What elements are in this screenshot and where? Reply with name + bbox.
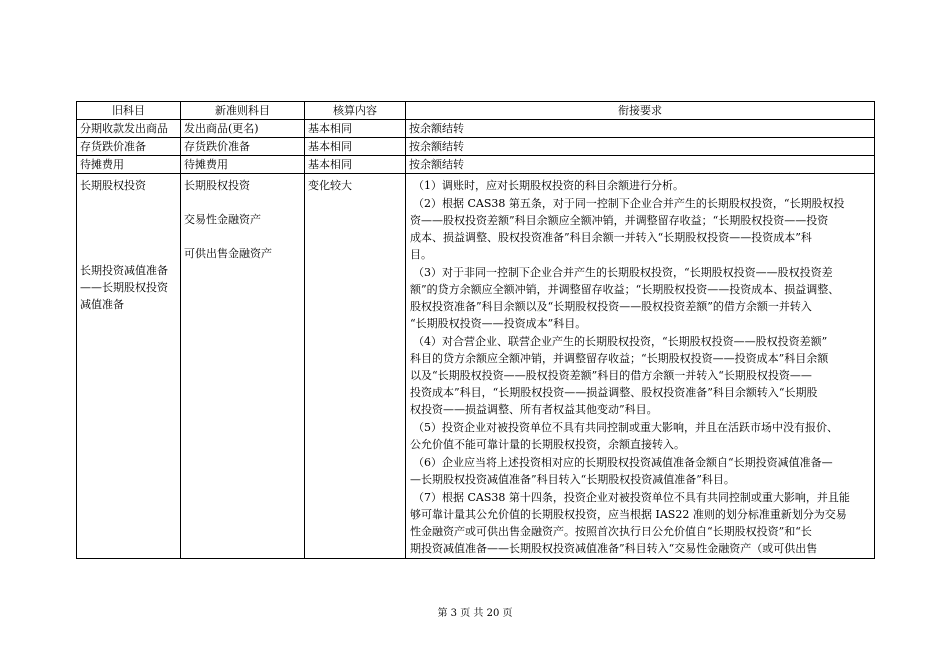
new-account-cell bbox=[181, 174, 305, 559]
requirement-line: （5）投资企业对被投资单位不具有共同控制或重大影响，并且在活跃市场中没有报价、 bbox=[413, 421, 838, 434]
new-account-cell: 存货跌价准备 bbox=[181, 138, 305, 156]
requirement-line: 股权投资准备”科目余额以及“长期股权投资——股权投资差额”的借方余额一并转入 bbox=[410, 300, 812, 313]
requirement-paragraph bbox=[409, 333, 871, 418]
requirement-line: （7）根据 CAS38 第十四条，投资企业对被投资单位不具有共同控制或重大影响，并且能 bbox=[413, 491, 850, 504]
new-account-cell: 待摊费用 bbox=[181, 156, 305, 174]
new-account-line: 长期股权投资 bbox=[184, 179, 250, 192]
new-account-line: 交易性金融资产 bbox=[184, 213, 261, 226]
content-cell: 基本相同 bbox=[305, 156, 406, 174]
requirement-line: —长期股权投资减值准备”科目转入“长期股权投资减值准备”科目。 bbox=[410, 473, 735, 486]
requirement-paragraph bbox=[409, 177, 871, 194]
content-cell: 基本相同 bbox=[305, 138, 406, 156]
old-account-cell: 分期收款发出商品 bbox=[77, 120, 181, 138]
requirement-paragraph bbox=[409, 489, 871, 557]
header-new-account: 新准则科目 bbox=[181, 102, 305, 120]
requirement-line: （3）对于非同一控制下企业合并产生的长期股权投资，“长期股权投资——股权投资差 bbox=[413, 266, 833, 279]
requirement-line: 成本、损益调整、股权投资准备”科目余额一并转入“长期股权投资——投资成本”科 bbox=[410, 231, 812, 244]
new-account-cell: 发出商品(更名) bbox=[181, 120, 305, 138]
requirement-cell: 按余额结转 bbox=[406, 138, 875, 156]
requirement-cell: 按余额结转 bbox=[406, 156, 875, 174]
header-content: 核算内容 bbox=[305, 102, 406, 120]
requirement-line: （4）对合营企业、联营企业产生的长期股权投资，“长期股权投资——股权投资差额” bbox=[413, 335, 828, 348]
requirement-paragraph bbox=[409, 195, 871, 263]
requirement-line: 以及“长期股权投资——股权投资差额”科目的借方余额一并转入“长期股权投资—— bbox=[410, 369, 812, 382]
old-account-cell: 待摊费用 bbox=[77, 156, 181, 174]
requirement-line: 够可靠计量其公允价值的长期股权投资，应当根据 IAS22 准则的划分标准重新划分为交易 bbox=[410, 508, 847, 521]
requirement-line: 投资成本”科目，“长期股权投资——损益调整、股权投资准备”科目余额转入“长期股 bbox=[410, 386, 818, 399]
content-cell: 基本相同 bbox=[305, 120, 406, 138]
old-account-cell: 存货跌价准备 bbox=[77, 138, 181, 156]
old-account-line: 长期股权投资 bbox=[80, 179, 146, 192]
requirement-line: “长期股权投资——投资成本”科目。 bbox=[410, 317, 587, 330]
requirement-line: 科目的贷方余额应全额冲销，并调整留存收益；“长期股权投资——投资成本”科目余额 bbox=[410, 352, 829, 365]
old-account-line: 长期投资减值准备 bbox=[80, 264, 168, 277]
requirement-cell: 按余额结转 bbox=[406, 120, 875, 138]
account-mapping-table bbox=[76, 101, 875, 559]
old-account-line: ——长期股权投资 bbox=[80, 281, 168, 294]
table-row bbox=[77, 120, 875, 138]
page-number: 第 3 页 共 20 页 bbox=[437, 608, 513, 619]
header-old-account: 旧科目 bbox=[77, 102, 181, 120]
requirement-cell bbox=[406, 174, 875, 559]
requirement-line: （6）企业应当将上述投资相对应的长期股权投资减值准备金额自“长期投资减值准备— bbox=[413, 456, 833, 469]
table-header-row bbox=[77, 102, 875, 120]
requirement-paragraph bbox=[409, 454, 871, 488]
table-row bbox=[77, 156, 875, 174]
requirement-line: 额”的贷方余额应全额冲销，并调整留存收益；“长期股权投资——投资成本、损益调整、 bbox=[410, 283, 840, 296]
header-requirement: 衔接要求 bbox=[406, 102, 875, 120]
requirement-line: 公允价值不能可靠计量的长期股权投资，余额直接转入。 bbox=[410, 438, 685, 451]
content-cell: 变化较大 bbox=[305, 174, 406, 559]
requirement-line: 性金融资产或可供出售金融资产。按照首次执行日公允价值自“长期股权投资”和“长 bbox=[410, 525, 812, 538]
requirement-line: 权投资——损益调整、所有者权益其他变动”科目。 bbox=[410, 403, 658, 416]
requirement-paragraph bbox=[409, 419, 871, 453]
requirement-line: 期投资减值准备——长期股权投资减值准备”科目转入“交易性金融资产（或可供出售 bbox=[410, 542, 818, 555]
requirement-line: （2）根据 CAS38 第五条，对于同一控制下企业合并产生的长期股权投资，“长期股权投 bbox=[413, 197, 845, 210]
old-account-line: 减值准备 bbox=[80, 298, 124, 311]
old-account-cell bbox=[77, 174, 181, 559]
table-row bbox=[77, 138, 875, 156]
requirement-line: （1）调账时，应对长期股权投资的科目余额进行分析。 bbox=[413, 179, 684, 192]
requirement-line: 目。 bbox=[410, 248, 432, 261]
requirement-paragraph bbox=[409, 264, 871, 332]
new-account-line: 可供出售金融资产 bbox=[184, 247, 272, 260]
requirement-line: 资——股权投资差额”科目余额应全额冲销，并调整留存收益；“长期股权投资——投资 bbox=[410, 214, 829, 227]
table-row bbox=[77, 174, 875, 559]
